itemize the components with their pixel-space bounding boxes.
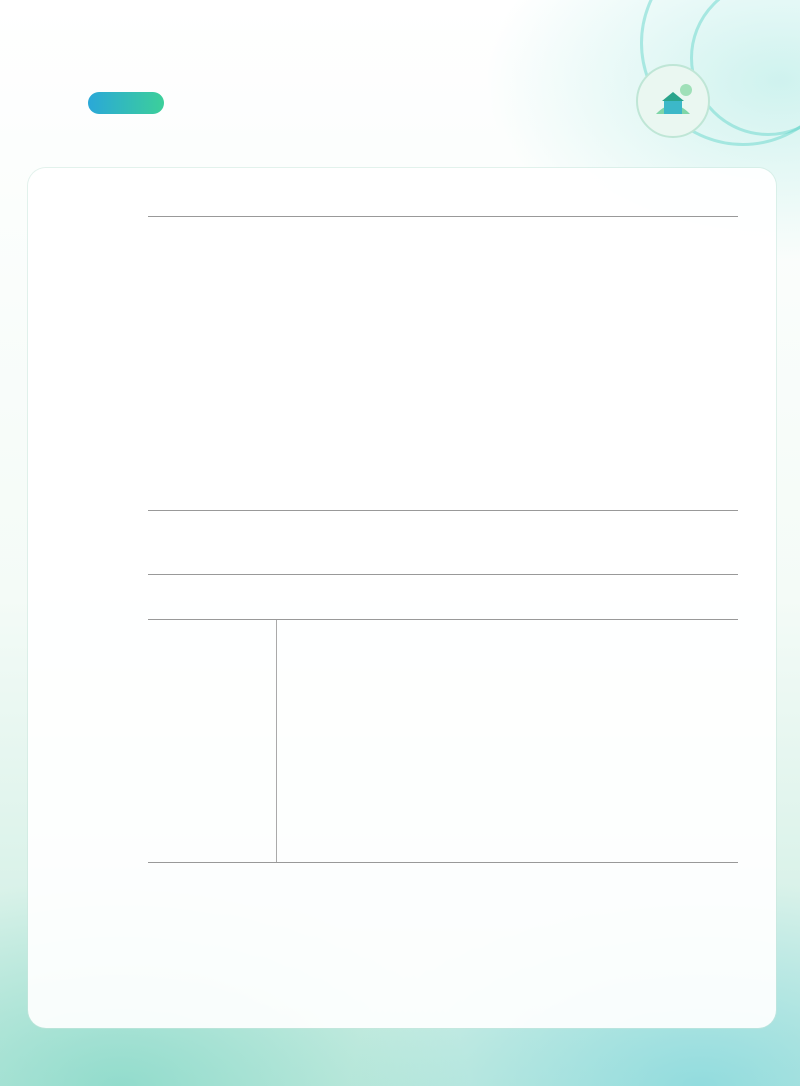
forum-row xyxy=(148,660,738,698)
main-forum-table xyxy=(148,574,738,863)
forum-row xyxy=(148,824,738,862)
forum-row xyxy=(148,750,738,788)
forum-time xyxy=(148,824,277,862)
agenda-row xyxy=(148,217,738,247)
forum-row xyxy=(148,620,738,660)
agenda-row xyxy=(148,348,738,393)
agenda-row xyxy=(148,434,738,473)
contact-info xyxy=(124,1044,180,1062)
forum-time xyxy=(148,660,277,698)
forum-time xyxy=(148,620,277,660)
agenda-row xyxy=(148,307,738,348)
forum-time xyxy=(148,788,277,824)
main-forum-title xyxy=(148,575,738,620)
agenda-row xyxy=(148,276,738,307)
event-logo-icon xyxy=(636,64,710,138)
forum-row xyxy=(148,788,738,824)
agenda-row xyxy=(148,393,738,434)
forum-row xyxy=(148,698,738,750)
forum-time xyxy=(148,750,277,788)
agenda-row xyxy=(148,473,738,510)
agenda-table xyxy=(148,216,738,511)
forum-time xyxy=(148,698,277,750)
agenda-row xyxy=(148,247,738,276)
event-date-badge xyxy=(88,92,164,114)
